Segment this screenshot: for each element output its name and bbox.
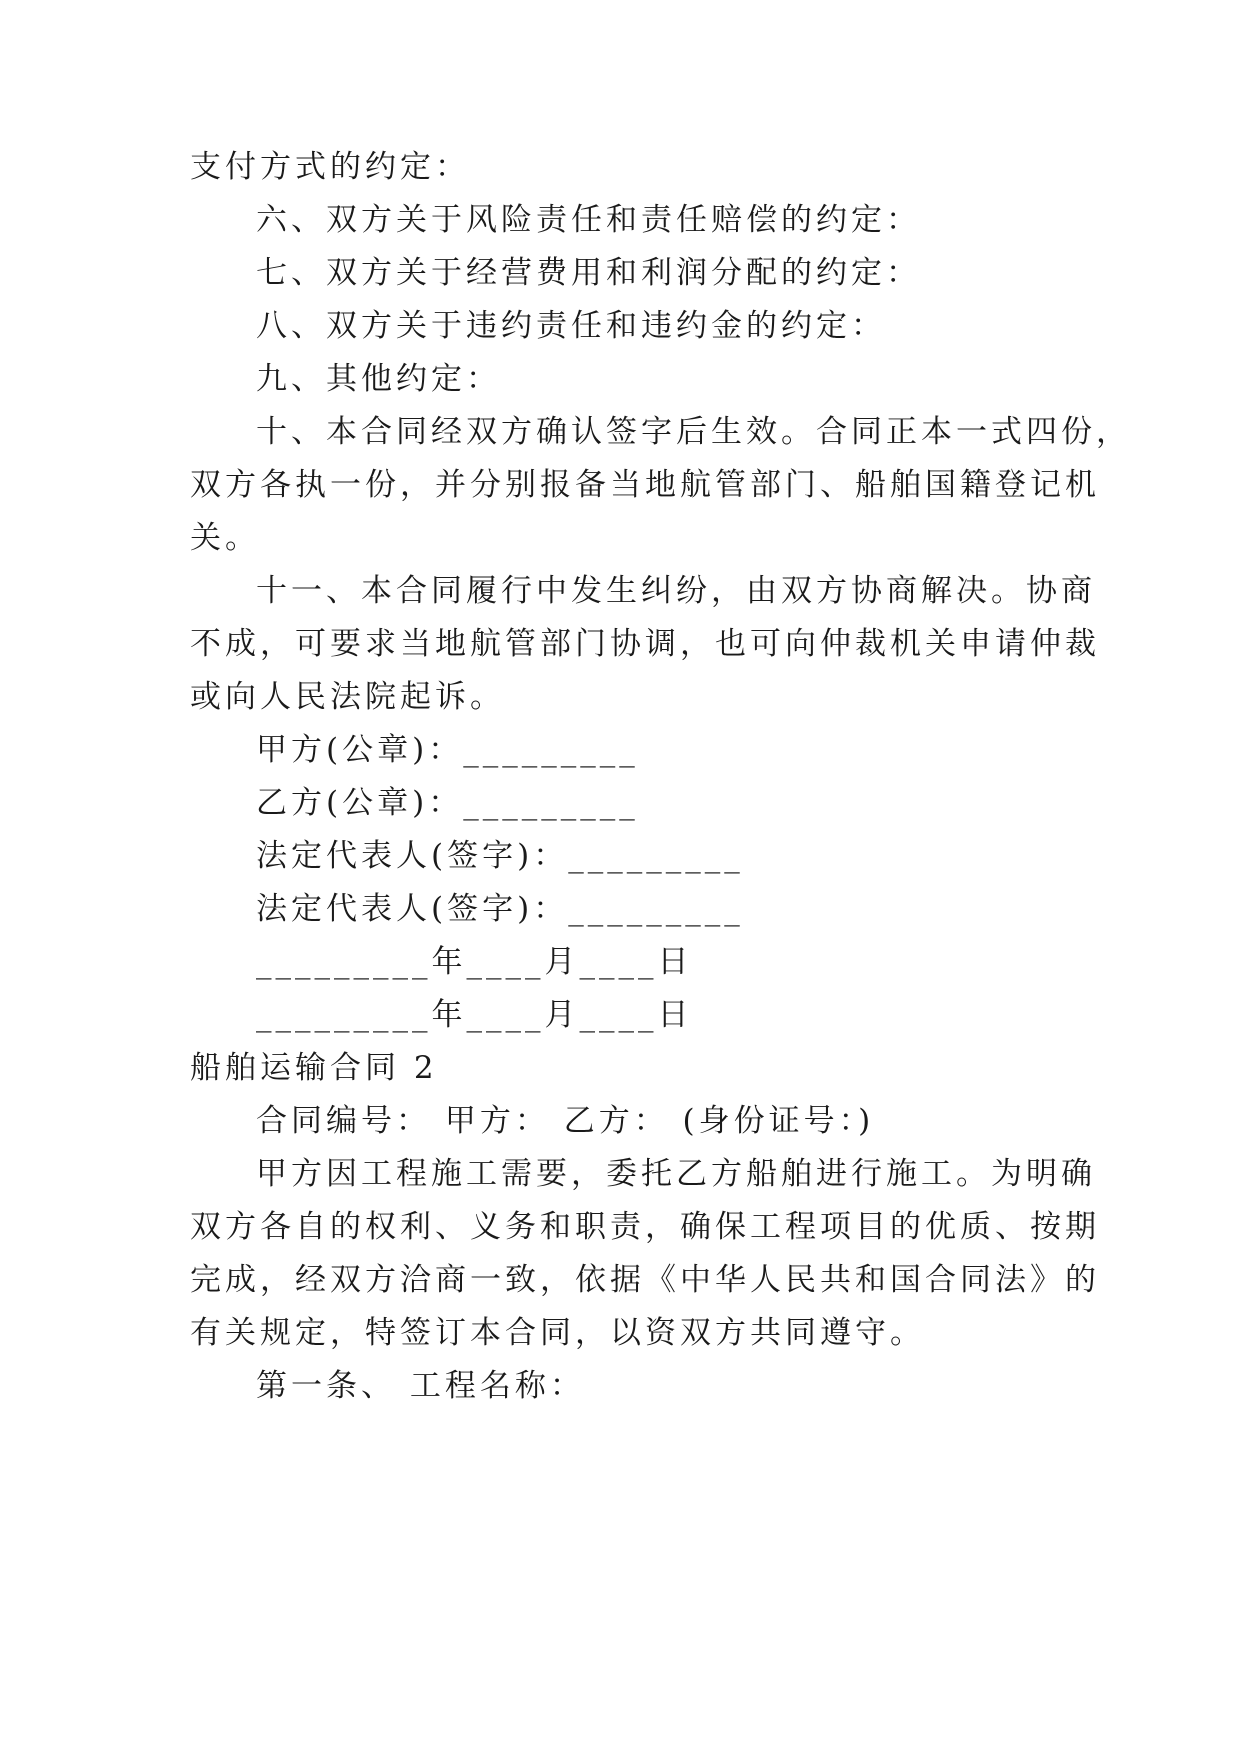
clause-11-line-2: 不成，可要求当地航管部门协调，也可向仲裁机关申请仲裁 bbox=[190, 626, 1100, 662]
party-a-seal: 甲方(公章)：_________ bbox=[256, 732, 639, 768]
preamble-line-3: 完成，经双方洽商一致，依据《中华人民共和国合同法》的 bbox=[190, 1262, 1100, 1298]
text-line-payment-method: 支付方式的约定： bbox=[190, 149, 470, 185]
clause-11-line-1: 十一、本合同履行中发生纠纷，由双方协商解决。协商 bbox=[256, 573, 1096, 609]
date-line-2: _________年____月____日 bbox=[256, 997, 693, 1033]
clause-8: 八、双方关于违约责任和违约金的约定： bbox=[256, 308, 886, 344]
clause-11-line-3: 或向人民法院起诉。 bbox=[190, 679, 505, 715]
clause-10-line-1: 十、本合同经双方确认签字后生效。合同正本一式四份， bbox=[256, 414, 1131, 450]
article-1-project-name: 第一条、 工程名称： bbox=[256, 1368, 585, 1404]
clause-10-line-2: 双方各执一份，并分别报备当地航管部门、船舶国籍登记机 bbox=[190, 467, 1100, 503]
legal-rep-signature-2: 法定代表人(签字)：_________ bbox=[256, 891, 744, 927]
clause-10-line-3: 关。 bbox=[190, 520, 260, 556]
preamble-line-2: 双方各自的权利、义务和职责，确保工程项目的优质、按期 bbox=[190, 1209, 1100, 1245]
party-b-seal: 乙方(公章)：_________ bbox=[256, 785, 639, 821]
section-title: 船舶运输合同 2 bbox=[190, 1050, 438, 1086]
clause-9: 九、其他约定： bbox=[256, 361, 501, 397]
contract-header-fields: 合同编号： 甲方： 乙方： (身份证号：) bbox=[256, 1103, 875, 1139]
preamble-line-1: 甲方因工程施工需要，委托乙方船舶进行施工。为明确 bbox=[256, 1156, 1096, 1192]
preamble-line-4: 有关规定，特签订本合同，以资双方共同遵守。 bbox=[190, 1315, 925, 1351]
clause-7: 七、双方关于经营费用和利润分配的约定： bbox=[256, 255, 921, 291]
clause-6: 六、双方关于风险责任和责任赔偿的约定： bbox=[256, 202, 921, 238]
legal-rep-signature-1: 法定代表人(签字)：_________ bbox=[256, 838, 744, 874]
date-line-1: _________年____月____日 bbox=[256, 944, 693, 980]
